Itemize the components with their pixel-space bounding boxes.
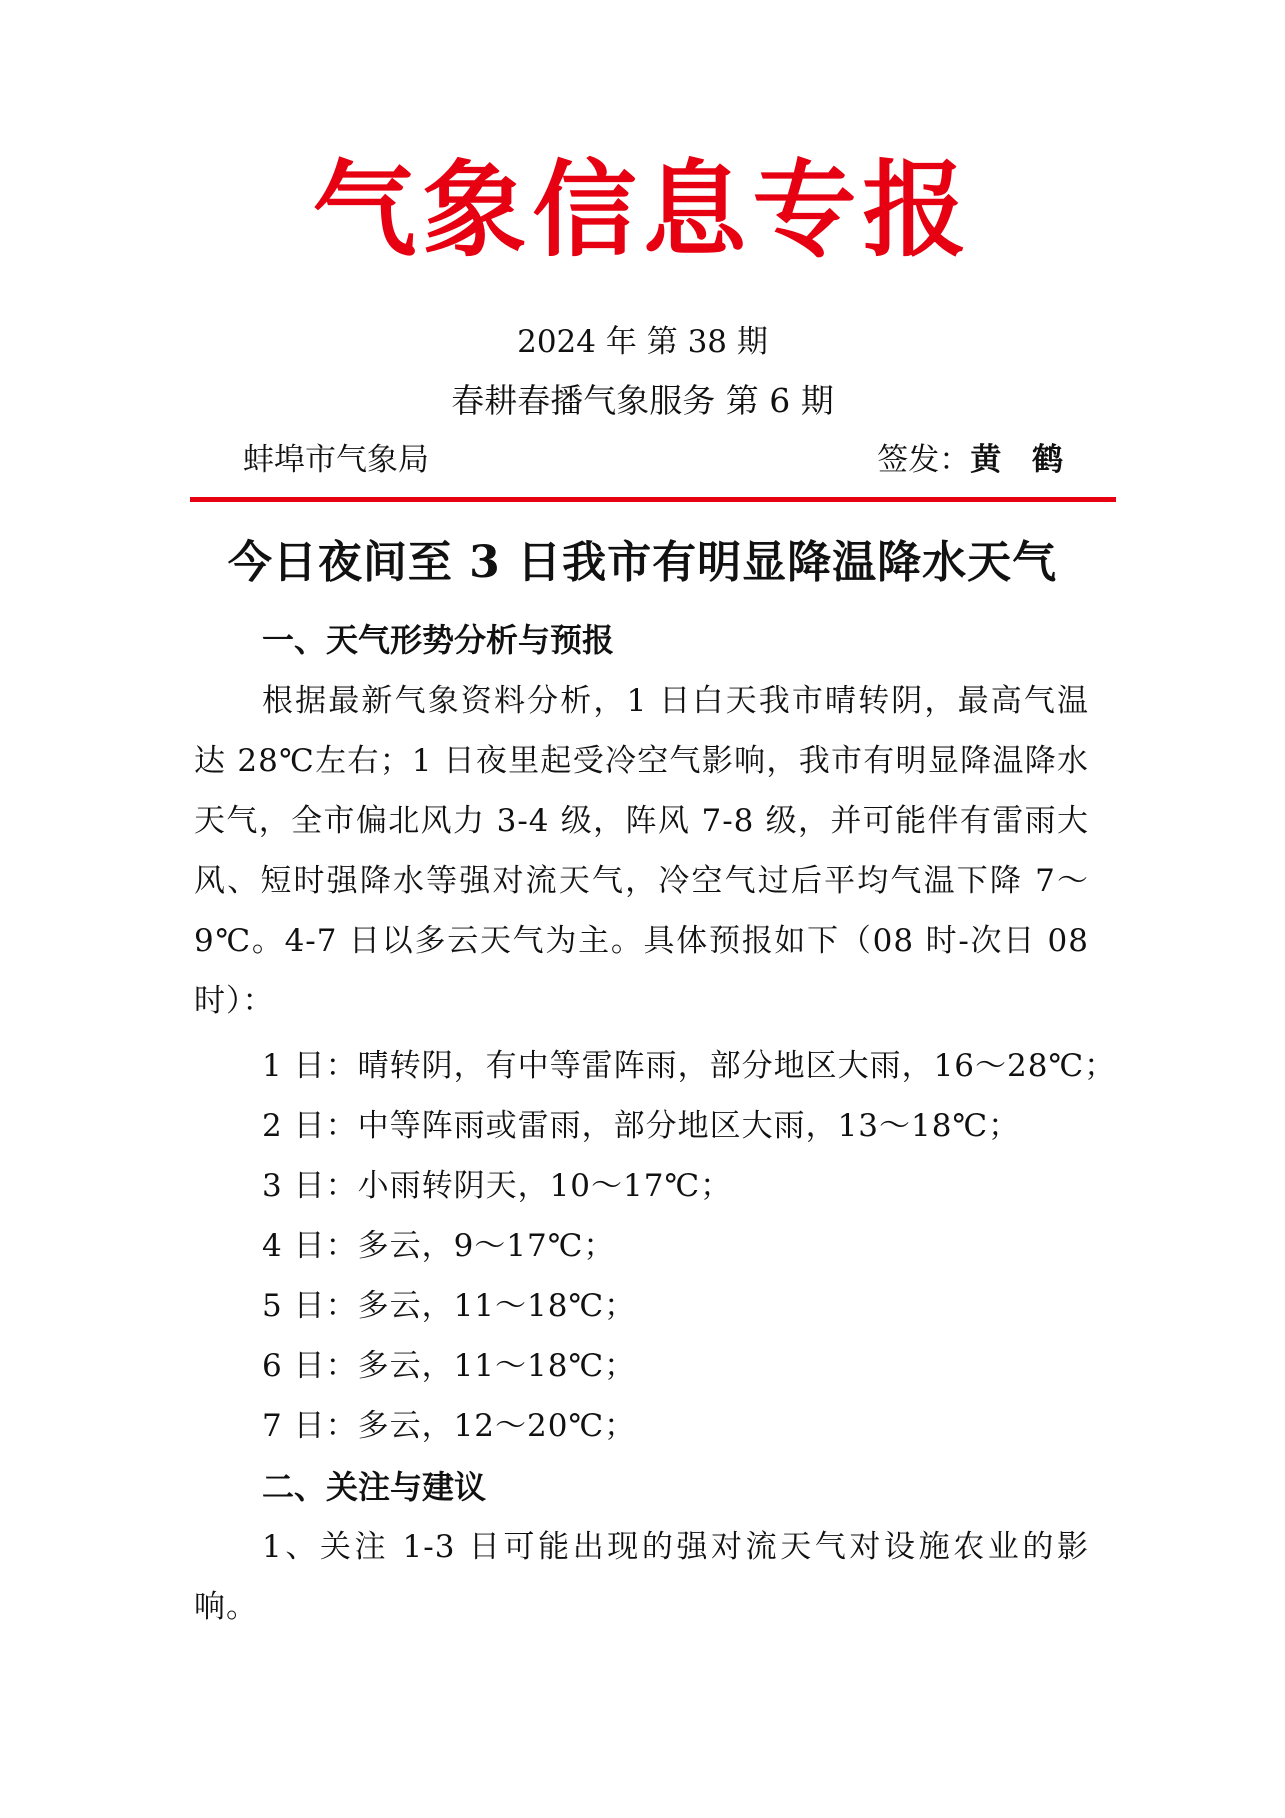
section-heading-advice: 二、关注与建议 bbox=[262, 1468, 487, 1506]
daily-forecast-list bbox=[262, 1036, 1117, 1456]
forecast-item-day7: 7 日：多云，12～20℃； bbox=[262, 1408, 637, 1444]
series-issue: 春耕春播气象服务 第 6 期 bbox=[451, 381, 834, 420]
forecast-item-day1: 1 日：晴转阴，有中等雷阵雨，部分地区大雨，16～28℃； bbox=[262, 1048, 1117, 1084]
masthead-title: 气象信息专报 bbox=[312, 149, 973, 271]
issuer-row bbox=[243, 440, 1073, 480]
section-heading-forecast: 一、天气形势分析与预报 bbox=[262, 621, 615, 659]
signature-block bbox=[877, 440, 1073, 480]
forecast-item-day5: 5 日：多云，11～18℃； bbox=[262, 1288, 637, 1324]
forecast-item-day4: 4 日：多云，9～17℃； bbox=[262, 1228, 616, 1264]
issuing-agency: 蚌埠市气象局 bbox=[243, 442, 429, 478]
forecast-analysis-paragraph: 根据最新气象资料分析，1 日白天我市晴转阴，最高气温达 28℃左右；1 日夜里起受冷空气影响，我市有明显降温降水天气，全市偏北风力 3-4 级，阵风 7-8 级，并可能伴有雷雨大风、短时强降水等强对流天气，冷空气过后平均气温下降 7～9℃。4-7 日以多云天气为主。具体预报如下（08 时-次日 08 时）： bbox=[194, 683, 1089, 1019]
header-divider bbox=[190, 497, 1116, 502]
signer-name: 黄 鹤 bbox=[970, 442, 1073, 478]
sign-label: 签发： bbox=[877, 442, 971, 478]
advice-paragraph: 1、关注 1-3 日可能出现的强对流天气对设施农业的影响。 bbox=[194, 1529, 1089, 1625]
forecast-item-day6: 6 日：多云，11～18℃； bbox=[262, 1348, 637, 1384]
forecast-item-day3: 3 日：小雨转阴天，10～17℃； bbox=[262, 1168, 733, 1204]
article-headline: 今日夜间至 3 日我市有明显降温降水天气 bbox=[227, 537, 1058, 588]
forecast-item-day2: 2 日：中等阵雨或雷雨，部分地区大雨，13～18℃； bbox=[262, 1108, 1021, 1144]
issue-number: 2024 年 第 38 期 bbox=[517, 324, 768, 360]
